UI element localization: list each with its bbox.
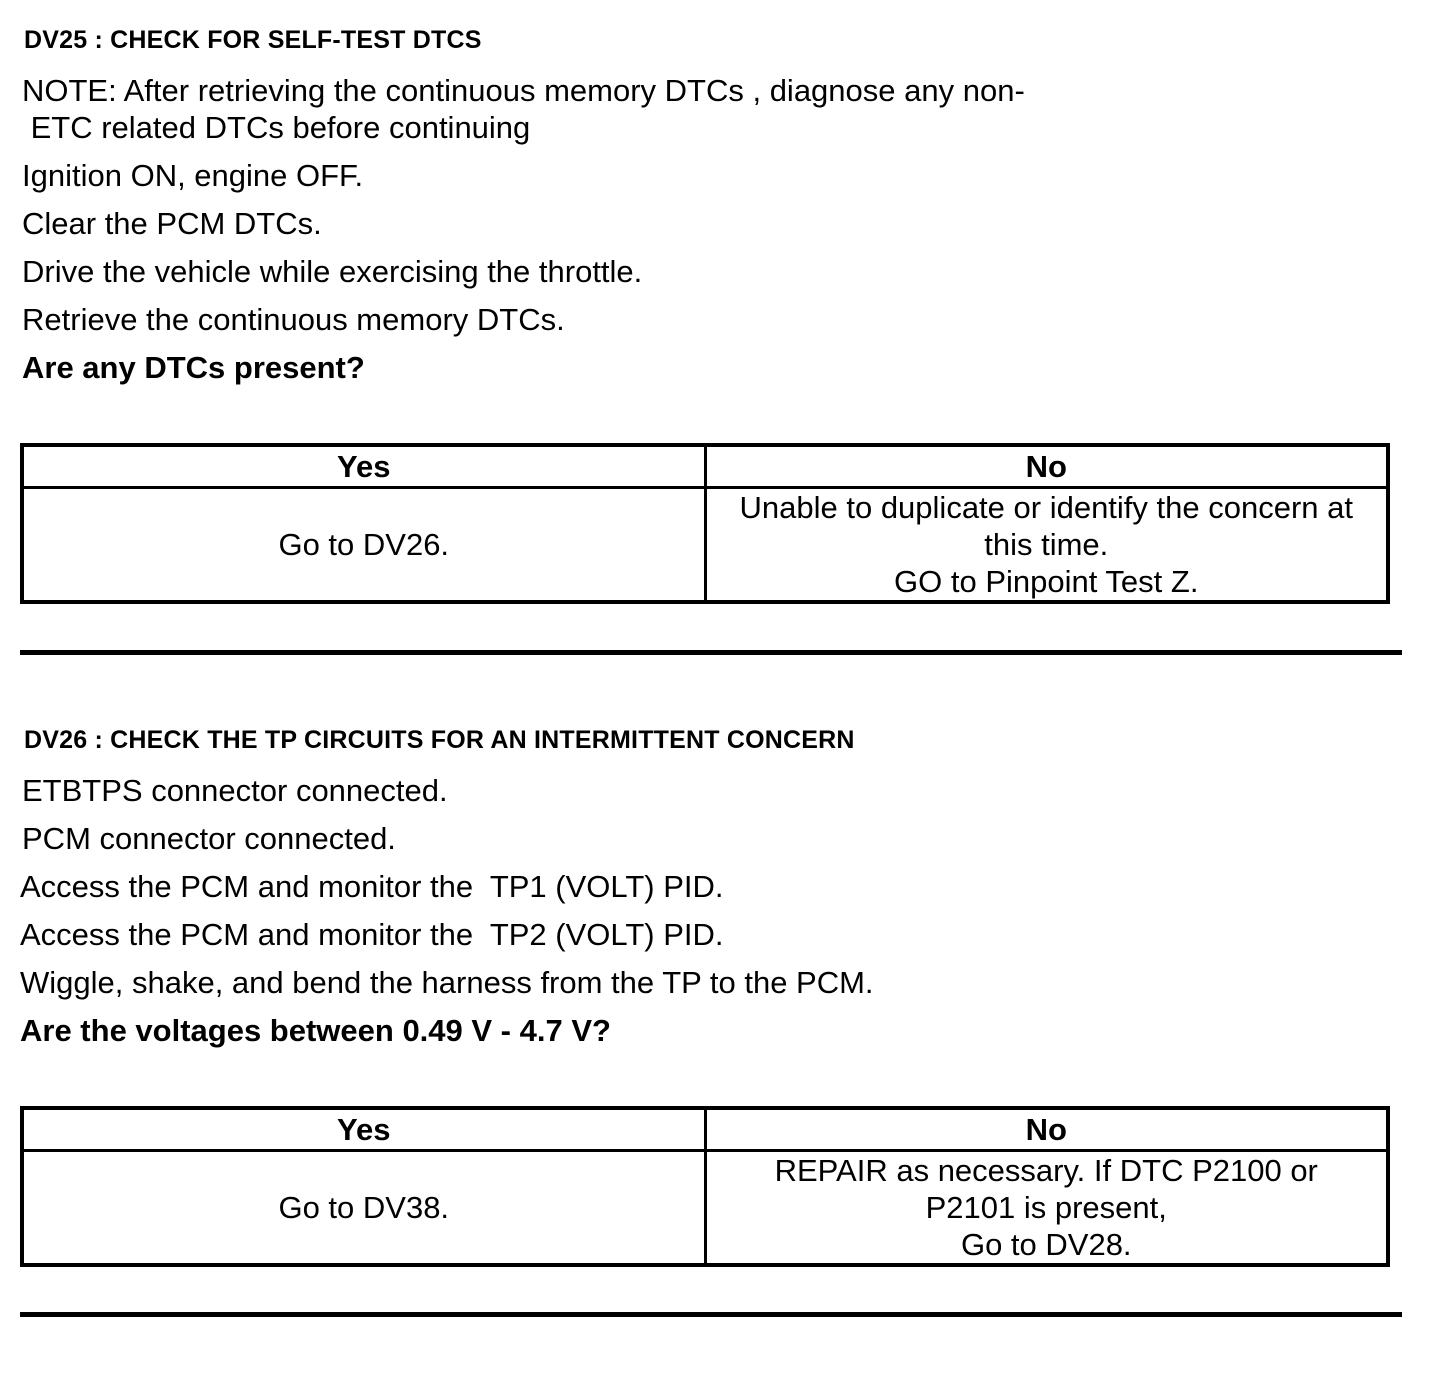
no-action — [705, 488, 1388, 603]
step-line: PCM connector connected. — [22, 821, 396, 856]
no-action-line: Go to DV28. — [960, 1227, 1132, 1262]
step-line: Drive the vehicle while exercising the throttle. — [22, 254, 643, 289]
section-heading: DV26 : CHECK THE TP CIRCUITS FOR AN INTERMITTENT CONCERN — [24, 726, 855, 754]
step-line: Clear the PCM DTCs. — [22, 206, 322, 241]
no-action — [705, 1151, 1388, 1266]
yes-action: Go to DV26. — [22, 488, 705, 603]
question: Are the voltages between 0.49 V - 4.7 V? — [20, 1013, 611, 1048]
step-line: Access the PCM and monitor the TP1 (VOLT) PID. — [20, 869, 724, 904]
yes-action: Go to DV38. — [22, 1151, 705, 1266]
no-header: No — [705, 1108, 1388, 1151]
no-action-line: this time. — [984, 527, 1109, 562]
note-line: NOTE: After retrieving the continuous memory DTCs , diagnose any non- — [22, 73, 1025, 108]
no-action-line: GO to Pinpoint Test Z. — [894, 564, 1199, 599]
yes-no-table — [20, 443, 1390, 604]
no-action-line: REPAIR as necessary. If DTC P2100 or — [774, 1153, 1318, 1188]
yes-header: Yes — [22, 1108, 705, 1151]
step-line: ETBTPS connector connected. — [22, 773, 448, 808]
yes-no-table — [20, 1106, 1390, 1267]
section-divider — [20, 650, 1402, 655]
section-divider — [20, 1312, 1402, 1317]
no-action-line: Unable to duplicate or identify the concern at — [739, 490, 1353, 525]
step-line: Ignition ON, engine OFF. — [22, 158, 364, 193]
yes-header: Yes — [22, 445, 705, 488]
step-line: Retrieve the continuous memory DTCs. — [22, 302, 565, 337]
question: Are any DTCs present? — [22, 350, 365, 385]
step-line: Wiggle, shake, and bend the harness from the TP to the PCM. — [20, 965, 874, 1000]
no-header: No — [705, 445, 1388, 488]
section-heading: DV25 : CHECK FOR SELF-TEST DTCS — [24, 26, 482, 54]
no-action-line: P2101 is present, — [925, 1190, 1167, 1225]
step-line: Access the PCM and monitor the TP2 (VOLT) PID. — [20, 917, 724, 952]
note-line: ETC related DTCs before continuing — [22, 110, 531, 145]
